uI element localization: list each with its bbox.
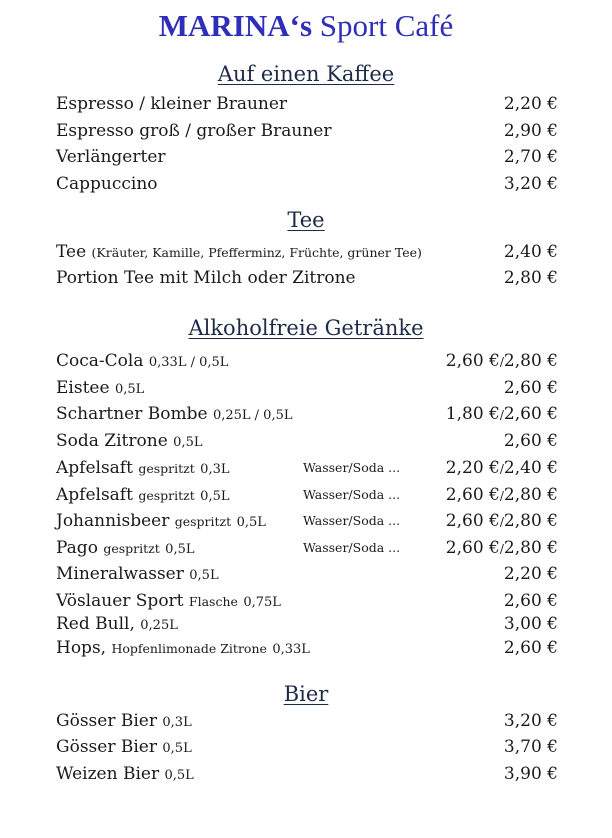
section-title-alkoholfrei: Alkoholfreie Getränke bbox=[188, 316, 424, 340]
menu-item: Eistee 0,5L 2,60 € bbox=[56, 378, 558, 398]
menu-item: Espresso groß / großer Brauner 2,90 € bbox=[56, 121, 558, 141]
page-title bbox=[0, 8, 612, 44]
menu-item: Coca-Cola 0,33L / 0,5L 2,60 €/2,80 € bbox=[56, 351, 558, 371]
menu-item: Gösser Bier 0,3L 3,20 € bbox=[56, 711, 558, 731]
menu-item: Johannisbeer gespritzt 0,5L Wasser/Soda ... 2,60 €/2,80 € bbox=[56, 511, 558, 531]
menu-item: Mineralwasser 0,5L 2,20 € bbox=[56, 564, 558, 584]
menu-item: Espresso / kleiner Brauner 2,20 € bbox=[56, 94, 558, 114]
section-title-bier: Bier bbox=[283, 682, 329, 706]
menu-item: Red Bull, 0,25L 3,00 € bbox=[56, 614, 558, 634]
section-title-tee: Tee bbox=[287, 208, 325, 232]
menu-item: Gösser Bier 0,5L 3,70 € bbox=[56, 737, 558, 757]
menu-item: Tee (Kräuter, Kamille, Pfefferminz, Früchte, grüner Tee) 2,40 € bbox=[56, 242, 558, 262]
menu-item: Weizen Bier 0,5L 3,90 € bbox=[56, 764, 558, 784]
menu-item: Cappuccino 3,20 € bbox=[56, 174, 558, 194]
brand-suffix: Sport Café bbox=[312, 8, 454, 43]
menu-item: Apfelsaft gespritzt 0,5L Wasser/Soda ... 2,60 €/2,80 € bbox=[56, 485, 558, 505]
menu-item: Verlängerter 2,70 € bbox=[56, 147, 558, 167]
menu-item: Schartner Bombe 0,25L / 0,5L 1,80 €/2,60 € bbox=[56, 404, 558, 424]
menu-item: Vöslauer Sport Flasche 0,75L 2,60 € bbox=[56, 591, 558, 611]
section-title-kaffee: Auf einen Kaffee bbox=[217, 62, 395, 86]
menu-item: Hops, Hopfenlimonade Zitrone 0,33L 2,60 € bbox=[56, 638, 558, 658]
menu-item: Portion Tee mit Milch oder Zitrone 2,80 € bbox=[56, 268, 558, 288]
menu-item: Apfelsaft gespritzt 0,3L Wasser/Soda ... 2,20 €/2,40 € bbox=[56, 458, 558, 478]
menu-item: Soda Zitrone 0,5L 2,60 € bbox=[56, 431, 558, 451]
brand-name: MARINA‘s bbox=[158, 8, 313, 43]
menu-item: Pago gespritzt 0,5L Wasser/Soda ... 2,60 €/2,80 € bbox=[56, 538, 558, 558]
